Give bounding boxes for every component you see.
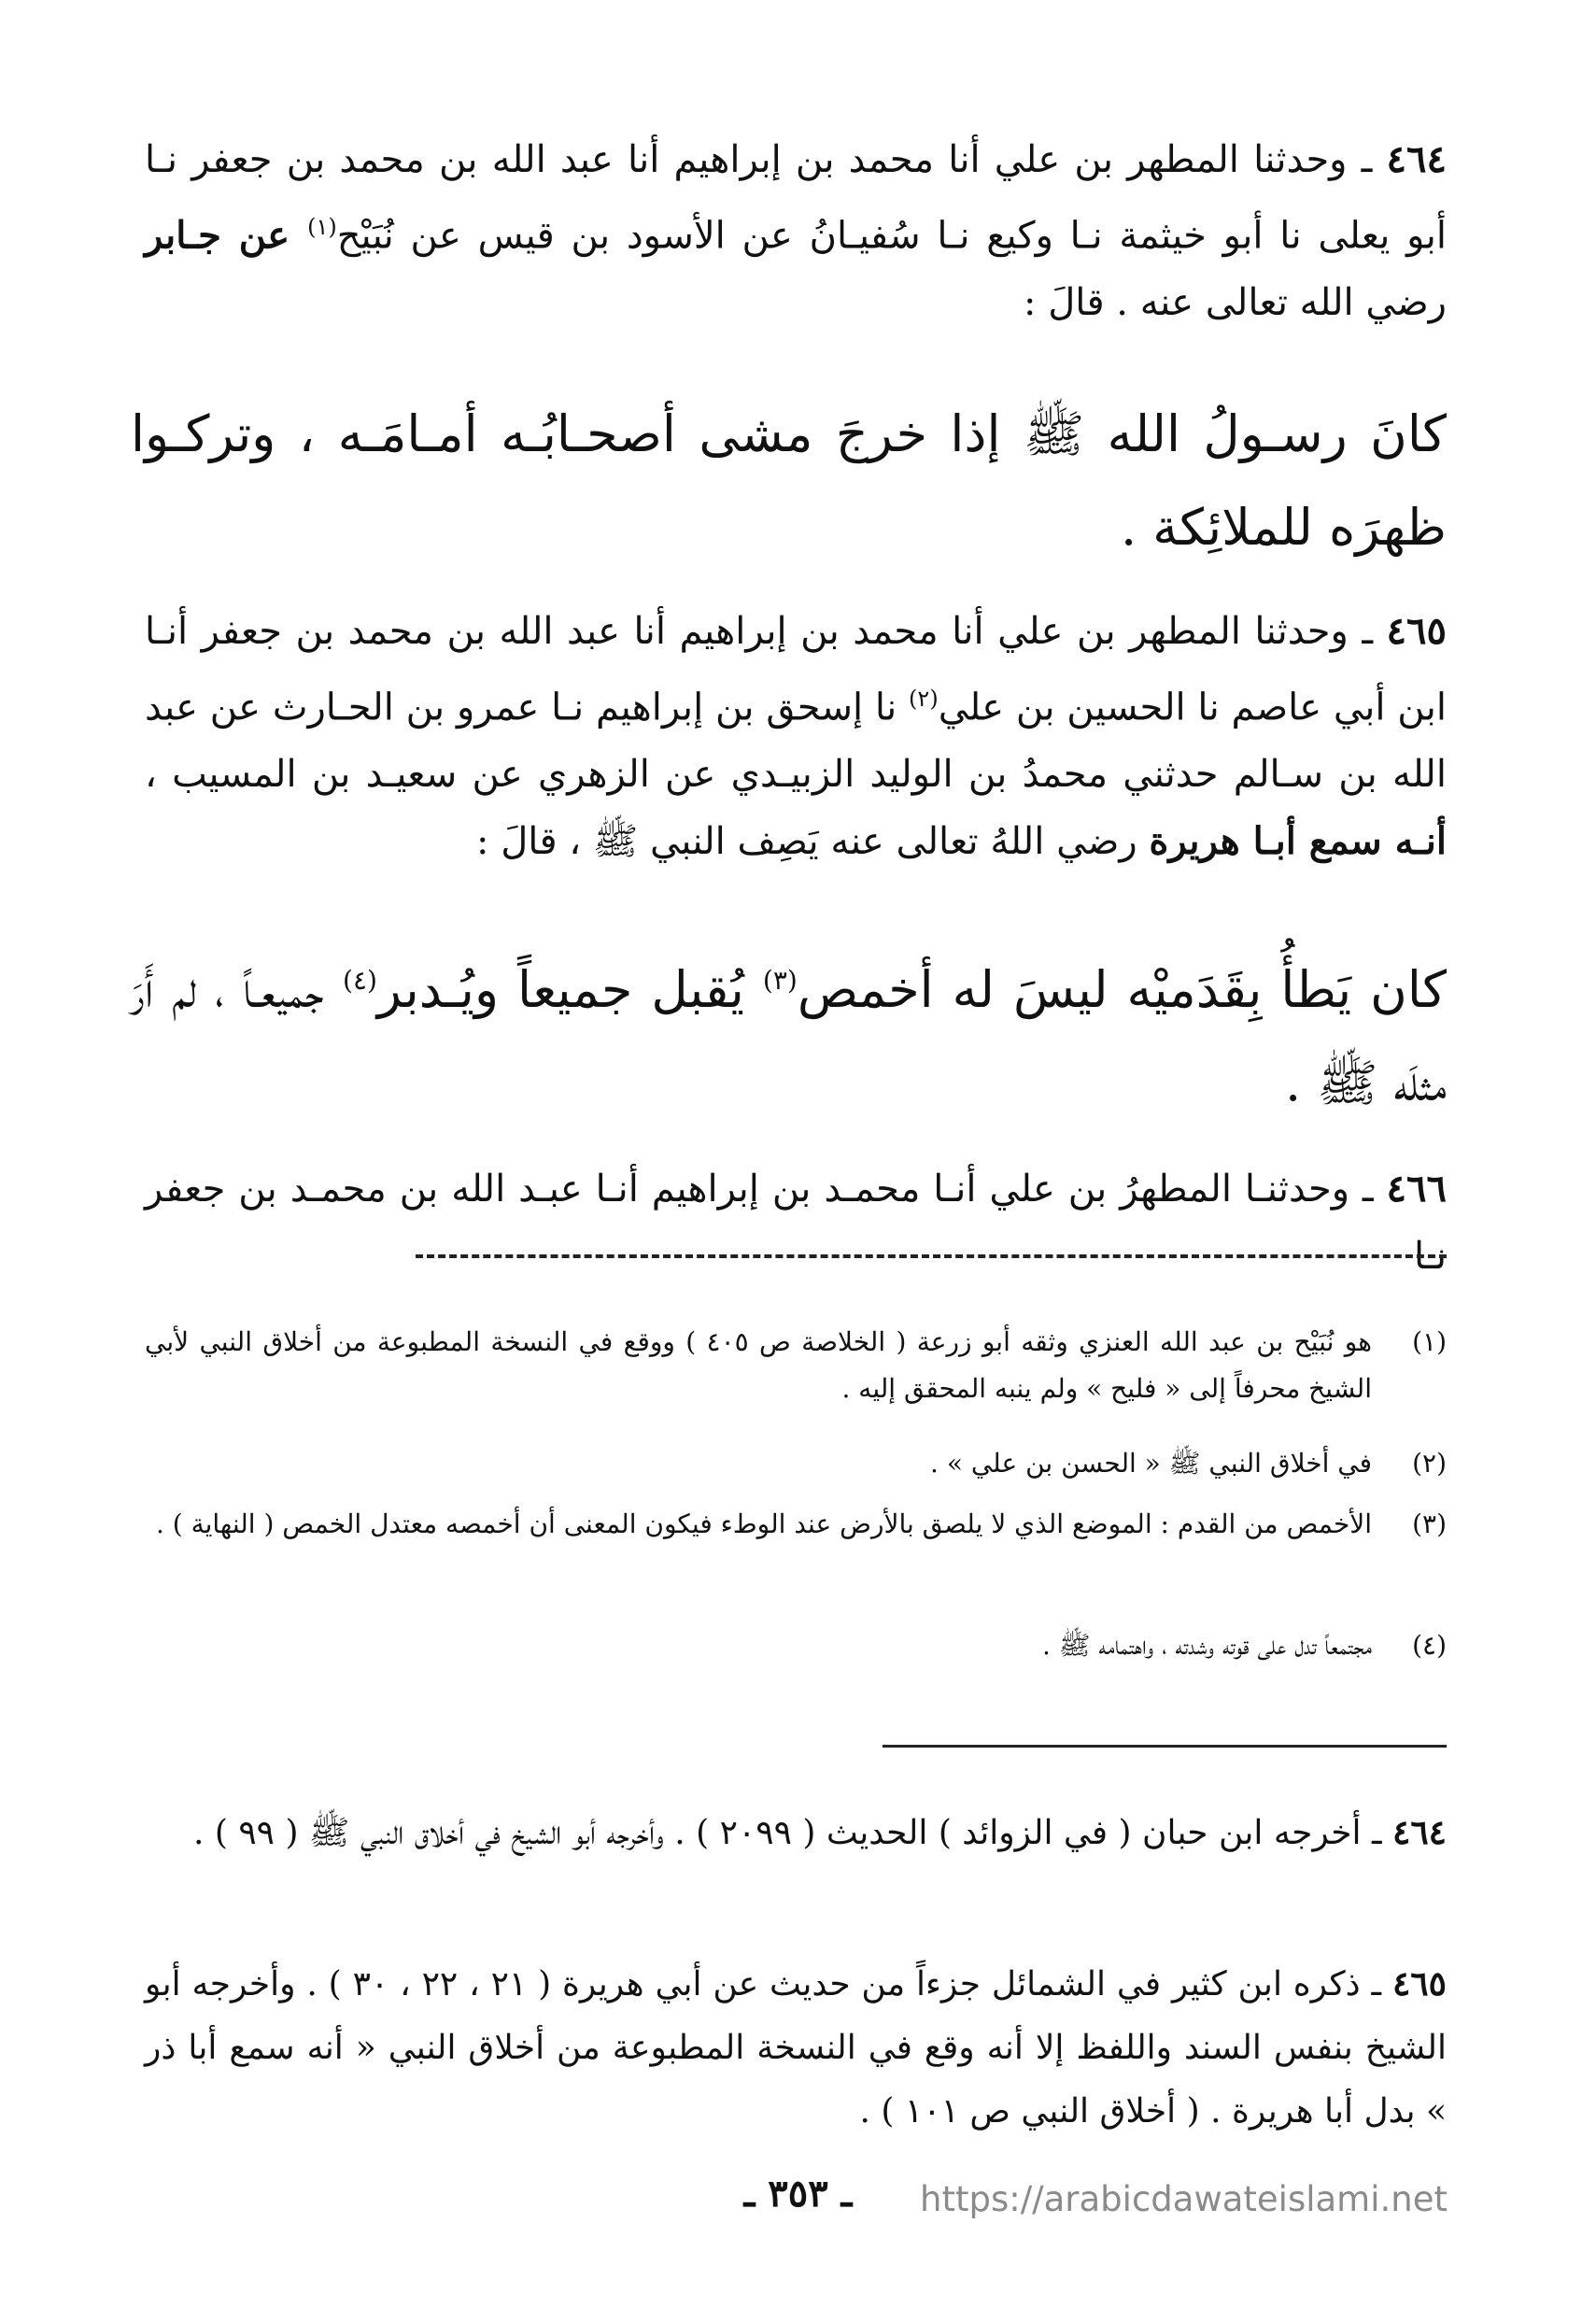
footnote-1 — [145, 1319, 1447, 1412]
hadith-number: ٤٦٤ — [1386, 137, 1447, 181]
hadith-465-isnad — [145, 598, 1447, 875]
hadith-464-isnad — [145, 126, 1447, 336]
takhrij-text: ـ ذكره ابن كثير في الشمائل جزءاً من حديث عن أبي هريرة ( ٢١ ، ٢٢ ، ٣٠ ) . وأخرجه أبو الشيخ بنفس السند واللفظ إلا أنه وقع في النسخة المطبوعة من أخلاق النبي « أنه سمع أبا ذر » بدل أبا هريرة . ( أخلاق النبي ص ١٠١ ) . — [145, 1965, 1447, 2131]
footnote-text: الأخمص من القدم : الموضع الذي لا يلصق بالأرض عند الوطء فيكون المعنى أن أخمصه معتدل الخمص ( النهاية ) . — [155, 1508, 1372, 1539]
watermark-url: https://arabicdawateislami.net — [920, 2179, 1448, 2219]
narrator-name: أنـه سمع أبـا هريرة — [1149, 819, 1447, 864]
footnote-4 — [145, 1622, 1447, 1669]
footnote-text: هو نُبَيْح بن عبد الله العنزي وثقه أبو زرعة ( الخلاصة ص ٤٠٥ ) ووقع في النسخة المطبوعة من أخلاق النبي لأبي الشيخ محرفاً إلى « فليح » ولم ينبه المحقق إليه . — [145, 1326, 1373, 1404]
isnad-tail: رضي اللهُ تعالى عنه يَصِف النبي ﷺ ، قالَ : — [476, 820, 1150, 864]
footnote-marker: (١) — [307, 214, 337, 240]
footnote-2 — [145, 1440, 1447, 1487]
footnote-marker: (٢) — [909, 686, 939, 712]
footnote-3 — [145, 1501, 1447, 1548]
isnad-text: نا إسحق بن إبراهيم نـا عمرو بن الحـارث عن عبد الله بن سـالم حدثني محمدُ بن الوليد الزبيـدي عن الزهري عن سعيـد بن المسيب ، — [145, 686, 1447, 797]
footnote-text: في أخلاق النبي ﷺ « الحسن بن علي » . — [930, 1448, 1372, 1479]
narrator-name: عن جـابر — [145, 213, 308, 258]
isnad-text: ـ وحدثنا المطهر بن علي أنا محمد بن إبراهيم أنا عبد الله بن محمد بن جعفر أنـا ابن أبي عاصم نا الحسين بن علي — [145, 610, 1448, 729]
takhrij-number: ٤٦٤ — [1391, 1813, 1447, 1852]
footnote-number: (٣) — [1412, 1508, 1447, 1539]
footnote-number: (١) — [1412, 1326, 1447, 1357]
matn-text: يُقبل جميعاً ويُـدبر — [376, 960, 763, 1019]
takhrij-separator — [883, 1745, 1447, 1748]
footnote-separator — [416, 1254, 1447, 1258]
takhrij-465 — [145, 1952, 1447, 2144]
matn-text: كان يَطأُ بِقَدَميْه ليسَ له أخمص — [797, 960, 1447, 1019]
footnote-marker: (٣) — [762, 965, 798, 996]
footnote-number: (٤) — [1412, 1630, 1447, 1661]
hadith-number: ٤٦٥ — [1386, 609, 1447, 653]
page-number: ـ ٣٥٣ ـ — [743, 2172, 853, 2216]
takhrij-464 — [145, 1801, 1447, 1865]
hadith-465-matn — [131, 934, 1447, 1130]
footnote-text: مجتمعاً تدل على قوته وشدته ، واهتمامه ﷺ . — [1042, 1630, 1372, 1661]
footnote-number: (٢) — [1412, 1448, 1447, 1479]
footnote-marker: (٤) — [343, 965, 377, 996]
takhrij-text: ـ أخرجه ابن حبان ( في الزوائد ) الحديث ( ٢٠٩٩ ) . وأخرجه أبو الشيخ في أخلاق النبي ﷺ ( ٩٩ ) . — [192, 1814, 1392, 1852]
hadith-466-isnad — [145, 1155, 1447, 1290]
hadith-number: ٤٦٦ — [1386, 1167, 1447, 1211]
isnad-text: ـ وحدثنـا المطهرُ بن علي أنـا محمـد بن إبراهيم أنـا عبـد الله بن محمـد بن جعفر نـا — [145, 1168, 1447, 1278]
hadith-464-matn: كانَ رسـولُ الله ﷺ إذا خرجَ مشى أصحـابُـه أمـامَـه ، وتركـوا ظهرَه للملائِكة . — [131, 404, 1447, 557]
isnad-text: ـ وحدثنا المطهر بن علي أنا محمد بن إبراهيم أنا عبد الله بن محمد بن جعفر نـا أبو يعلى نا أبو خيثمة نـا وكيع نـا سُفيـانُ عن الأسود بن قيس عن نُبَيْح — [145, 138, 1447, 258]
takhrij-number: ٤٦٥ — [1391, 1964, 1447, 2004]
isnad-tail: رضي الله تعالى عنه . قالَ : — [1024, 281, 1447, 325]
matn-text: جميعـاً ، لم أَرَ مثلَه ﷺ . — [131, 960, 1447, 1112]
